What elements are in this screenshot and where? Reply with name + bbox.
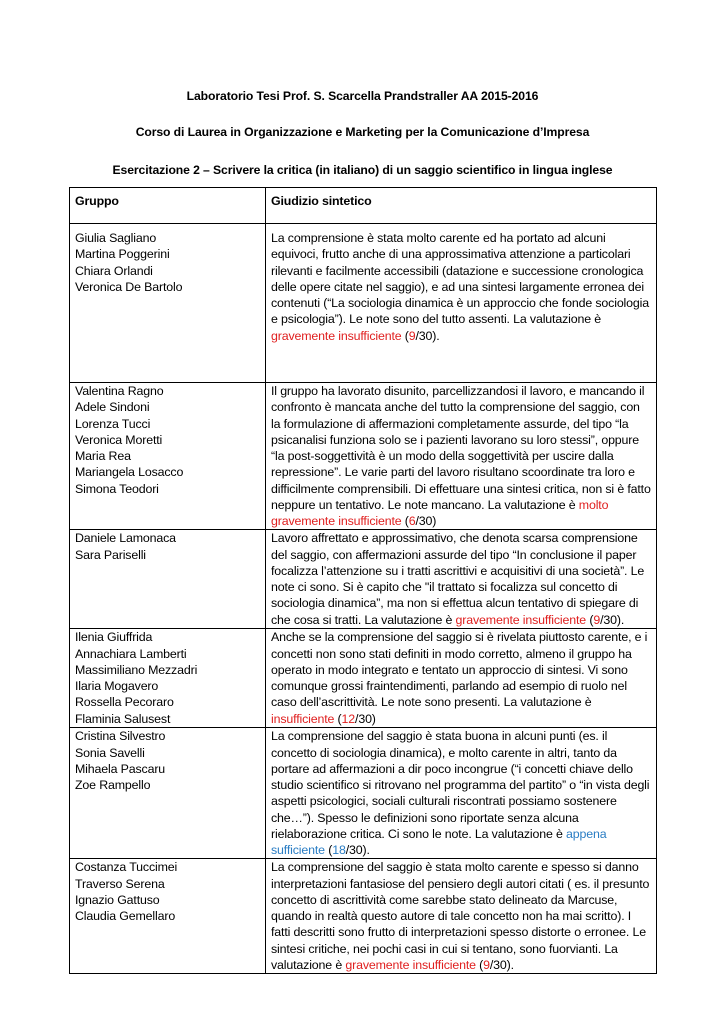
grade-label: insufficiente [271, 711, 335, 726]
table-row [70, 383, 657, 530]
member-name: Lorenza Tucci [75, 416, 151, 431]
judgment-cell [266, 383, 657, 530]
judgment-cell [266, 224, 657, 383]
member-name: Cristina Silvestro [75, 729, 166, 744]
member-name: Daniele Lamonaca [75, 531, 176, 546]
exercise-title: Esercitazione 2 – Scrivere la critica (in italiano) di un saggio scientifico in lingua inglese [112, 163, 613, 177]
member-name: Costanza Tuccimei [75, 860, 178, 875]
judgment-text: Il gruppo ha lavorato disunito, parcellizzandosi il lavoro, e mancando il confronto è mancata anche del tutto la comprensione del saggio, con la formulazione di affermazioni completamente assurde, del tipo “la psicanalisi funziona solo se i pazienti lavorano su loro stessi”, oppure “la post-soggettività è un modo della soggettività per uscire dalla repressione”. Le varie parti del lavoro risultano scoordinate tra loro e difficilmente comprensibili. Di effettuare una sintesi critica, non si è fatto neppure un tentativo. Le note mancano. La valutazione è [271, 384, 651, 512]
score-open: ( [475, 957, 484, 972]
member-name: Maria Rea [75, 449, 131, 463]
table-row [70, 530, 657, 629]
score-open: ( [324, 843, 333, 857]
judgment-text: La comprensione è stata molto carente ed ha portato ad alcuni equivoci, frutto anche di una approssimativa attenzione a particolari rilevanti e facilmente accessibili (datazione e successione cronologica delle opere citate nel saggio), e ad una sintesi largamente erronea dei contenuti (“La sociologia dinamica è un approccio che fonde sociologia e psicologia”). Le note sono del tutto assenti. La valutazione è [271, 231, 649, 327]
score-value: 6 [408, 514, 416, 528]
score-suffix: /30). [600, 612, 625, 627]
group-members-cell [70, 728, 266, 859]
table-header-row [70, 188, 657, 224]
score-value: 18 [332, 843, 346, 857]
score-open: ( [334, 711, 342, 726]
score-value: 9 [408, 328, 416, 343]
member-name: Giulia Sagliano [75, 231, 157, 245]
score-open: ( [401, 514, 409, 528]
table-row [70, 629, 657, 728]
grade-label: molto gravemente insufficiente [271, 497, 609, 528]
member-name: Zoe Rampello [75, 778, 151, 792]
judgment-text: Anche se la comprensione del saggio si è rivelata piuttosto carente, e i concetti non sono stati definiti in modo corretto, almeno il gruppo ha operato in modo integrato e tentato un approccio di sintesi. Vi sono comunque grossi fraintendimenti, parlando ad esempio di ruolo nel caso dell’ascrittività. Le note sono presenti. La valutazione è [271, 630, 648, 710]
grade-label: gravemente insufficiente [345, 957, 476, 972]
judgment-text: La comprensione del saggio è stata molto carente e spesso si danno interpretazioni fantasiose del pensiero degli autori citati ( es. il presunto concetto di ascrittività come sarebbe stato delineato da Marcuse, quando in realtà questo autore di tale concetto non ha mai scritto). I fatti descritti sono frutto di interpretazioni spesso distorte o erronee. Le sintesi critiche, nei pochi casi in cui si tentano, sono fuorvianti. La valutazione è [271, 860, 650, 972]
member-name: Sonia Savelli [75, 745, 145, 760]
score-open: ( [586, 612, 594, 627]
member-name: Ilenia Giuffrida [75, 630, 153, 645]
score-suffix: /30). [489, 957, 514, 972]
table-row [70, 859, 657, 974]
grade-label: appena sufficiente [271, 826, 607, 857]
judgment-cell [266, 859, 657, 974]
score-value: 12 [341, 711, 356, 726]
score-suffix: /30). [415, 328, 440, 343]
table-row [70, 224, 657, 383]
score-value: 9 [593, 612, 601, 627]
group-members-cell [70, 629, 266, 728]
judgment-cell [266, 629, 657, 728]
grade-label: gravemente insufficiente [271, 328, 402, 343]
score-open: ( [401, 328, 409, 343]
score-suffix: /30). [345, 843, 370, 857]
member-name: Traverso Serena [75, 876, 165, 891]
grade-label: gravemente insufficiente [455, 612, 587, 627]
member-name: Rossella Pecoraro [75, 695, 174, 710]
group-members-cell [70, 530, 266, 629]
judgment-cell [266, 530, 657, 629]
group-members-cell [70, 383, 266, 530]
judgment-text: Lavoro affrettato e approssimativo, che denota scarsa comprensione del saggio, con affermazioni assurde del tipo “In conclusione il paper focalizza l’attenzione su i tratti ascrittivi e acquisitivi di una società”. Le note ci sono. Si è capito che "il trattato si focalizza sul concetto di sociologia dinamica”, ma non si effettua alcun tentativo di spiegare di che cosa si tratti. La valutazione è [271, 531, 645, 627]
group-members-cell [70, 859, 266, 974]
member-name: Veronica De Bartolo [75, 279, 183, 294]
member-name: Claudia Gemellaro [75, 909, 176, 923]
judgment-cell [266, 728, 657, 859]
score-value: 9 [483, 957, 490, 972]
column-header-judgment: Giudizio sintetico [266, 188, 657, 224]
score-suffix: /30) [415, 514, 437, 528]
group-members-cell [70, 224, 266, 383]
member-name: Simona Teodori [75, 481, 159, 496]
column-header-group: Gruppo [70, 188, 266, 224]
member-name: Martina Poggerini [75, 247, 170, 262]
member-name: Adele Sindoni [75, 400, 150, 415]
member-name: Annachiara Lamberti [75, 646, 187, 661]
score-suffix: /30) [355, 711, 376, 726]
member-name: Sara Pariselli [75, 547, 146, 562]
course-title: Laboratorio Tesi Prof. S. Scarcella Prandstraller AA 2015-2016 [186, 89, 539, 103]
member-name: Chiara Orlandi [75, 263, 153, 278]
member-name: Mariangela Losacco [75, 465, 184, 480]
degree-title: Corso di Laurea in Organizzazione e Marketing per la Comunicazione d’Impresa [135, 125, 590, 139]
member-name: Mihaela Pascaru [75, 761, 166, 776]
member-name: Flaminia Salusest [75, 711, 171, 726]
member-name: Ignazio Gattuso [75, 892, 160, 907]
table-row [70, 728, 657, 859]
member-name: Ilaria Mogavero [75, 679, 159, 693]
judgment-text: La comprensione del saggio è stata buona in alcuni punti (es. il concetto di sociologia dinamica), e molto carente in altri, tanto da portare ad affermazioni a dir poco incongrue (“i concetti chiave dello studio scientifico si ritrovano nel programma del partito” o “in vista degli aspetti psicologici, sociali culturali riscontrati possiamo sostenere che…”). Spesso le definizioni sono riportate senza alcuna rielaborazione critica. Ci sono le note. La valutazione è [271, 729, 650, 841]
member-name: Veronica Moretti [75, 432, 163, 447]
member-name: Massimiliano Mezzadri [75, 662, 198, 677]
member-name: Valentina Ragno [75, 384, 164, 398]
evaluation-table [69, 187, 657, 974]
